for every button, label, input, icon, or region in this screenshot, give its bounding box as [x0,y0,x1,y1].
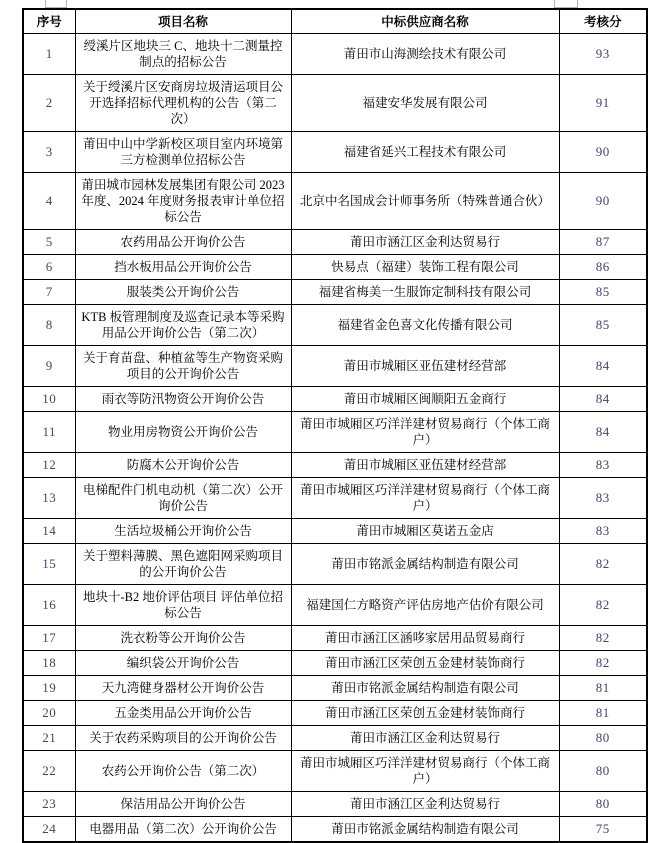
cell-score: 80 [559,726,647,751]
cell-score: 87 [559,230,647,255]
cell-no: 9 [23,346,75,387]
table-row [23,412,647,453]
cell-project: 物业用房物资公开询价公告 [75,412,291,453]
table-row [23,792,647,817]
table-row [23,726,647,751]
cell-score: 90 [559,173,647,230]
table-row [23,173,647,230]
cell-project: 防腐木公开询价公告 [75,453,291,478]
cell-project: 莆田中山中学新校区项目室内环境第三方检测单位招标公告 [75,132,291,173]
cell-no: 6 [23,255,75,280]
cell-supplier: 莆田市涵江区金利达贸易行 [291,792,559,817]
cell-project: 绶溪片区地块三 C、地块十二测量控制点的招标公告 [75,34,291,75]
header-supplier: 中标供应商名称 [291,9,559,34]
cell-score: 85 [559,305,647,346]
cell-supplier: 莆田市涵江区金利达贸易行 [291,726,559,751]
cell-score: 82 [559,585,647,626]
table-handle-right-icon [554,0,578,8]
cell-project: 电器用品（第二次）公开询价公告 [75,817,291,843]
cell-supplier: 福建国仁方略资产评估房地产估价有限公司 [291,585,559,626]
cell-supplier: 莆田市铭派金属结构制造有限公司 [291,676,559,701]
table-row [23,817,647,843]
cell-supplier: 福建省梅美一生服饰定制科技有限公司 [291,280,559,305]
cell-project: 保洁用品公开询价公告 [75,792,291,817]
cell-supplier: 莆田市涵江区荣创五金建材装饰商行 [291,701,559,726]
header-project: 项目名称 [75,9,291,34]
cell-score: 84 [559,346,647,387]
cell-supplier: 北京中名国成会计师事务所（特殊普通合伙） [291,173,559,230]
table-row [23,75,647,132]
cell-score: 81 [559,701,647,726]
cell-supplier: 莆田市涵江区荣创五金建材装饰商行 [291,651,559,676]
cell-no: 17 [23,626,75,651]
cell-no: 19 [23,676,75,701]
cell-no: 12 [23,453,75,478]
cell-project: 农药用品公开询价公告 [75,230,291,255]
cell-score: 84 [559,412,647,453]
cell-supplier: 福建省延兴工程技术有限公司 [291,132,559,173]
cell-supplier: 莆田市铭派金属结构制造有限公司 [291,817,559,843]
cell-score: 83 [559,478,647,519]
cell-no: 18 [23,651,75,676]
cell-project: 五金类用品公开询价公告 [75,701,291,726]
cell-supplier: 莆田市城厢区巧洋洋建材贸易商行（个体工商户） [291,478,559,519]
cell-no: 3 [23,132,75,173]
cell-score: 80 [559,751,647,792]
cell-score: 85 [559,280,647,305]
cell-project: 洗衣粉等公开询价公告 [75,626,291,651]
cell-no: 14 [23,519,75,544]
table-row [23,751,647,792]
cell-supplier: 莆田市涵江区涵哆家居用品贸易商行 [291,626,559,651]
cell-no: 10 [23,387,75,412]
cell-no: 2 [23,75,75,132]
table-row [23,305,647,346]
cell-no: 15 [23,544,75,585]
header-no: 序号 [23,9,75,34]
cell-no: 5 [23,230,75,255]
cell-project: 生活垃圾桶公开询价公告 [75,519,291,544]
cell-score: 81 [559,676,647,701]
cell-supplier: 莆田市铭派金属结构制造有限公司 [291,544,559,585]
cell-score: 82 [559,651,647,676]
cell-no: 24 [23,817,75,843]
table-row [23,346,647,387]
cell-project: 关于育苗盘、种植盆等生产物资采购项目的公开询价公告 [75,346,291,387]
table-row [23,651,647,676]
cell-supplier: 莆田市城厢区亚伍建材经营部 [291,453,559,478]
cell-score: 75 [559,817,647,843]
table-row [23,387,647,412]
cell-score: 82 [559,626,647,651]
table-row [23,701,647,726]
cell-score: 91 [559,75,647,132]
cell-no: 11 [23,412,75,453]
evaluation-score-table [22,8,648,843]
cell-project: 挡水板用品公开询价公告 [75,255,291,280]
cell-no: 8 [23,305,75,346]
header-score: 考核分 [559,9,647,34]
cell-score: 93 [559,34,647,75]
cell-supplier: 莆田市城厢区亚伍建材经营部 [291,346,559,387]
cell-score: 80 [559,792,647,817]
table-row [23,544,647,585]
cell-supplier: 福建省金色喜文化传播有限公司 [291,305,559,346]
cell-supplier: 福建安华发展有限公司 [291,75,559,132]
cell-no: 7 [23,280,75,305]
cell-project: KTB 板管理制度及巡查记录本等采购用品公开询价公告（第二次） [75,305,291,346]
cell-project: 编织袋公开询价公告 [75,651,291,676]
cell-no: 22 [23,751,75,792]
cell-supplier: 莆田市涵江区金利达贸易行 [291,230,559,255]
cell-no: 13 [23,478,75,519]
cell-score: 83 [559,519,647,544]
cell-supplier: 莆田市城厢区莫诺五金店 [291,519,559,544]
cell-supplier: 莆田市山海测绘技术有限公司 [291,34,559,75]
table-row [23,676,647,701]
cell-supplier: 快易点（福建）装饰工程有限公司 [291,255,559,280]
cell-no: 20 [23,701,75,726]
cell-project: 关于塑料薄膜、黑色遮阳网采购项目的公开询价公告 [75,544,291,585]
table-row [23,626,647,651]
cell-score: 84 [559,387,647,412]
table-row [23,280,647,305]
cell-project: 地块十-B2 地价评估项目 评估单位招标公告 [75,585,291,626]
table-row [23,34,647,75]
cell-project: 农药公开询价公告（第二次） [75,751,291,792]
cell-supplier: 莆田市城厢区闽顺阳五金商行 [291,387,559,412]
cell-no: 1 [23,34,75,75]
table-row [23,585,647,626]
table-handle-left-icon [45,0,67,8]
cell-no: 23 [23,792,75,817]
cell-project: 电梯配件门机电动机（第二次）公开询价公告 [75,478,291,519]
cell-project: 天九湾健身器材公开询价公告 [75,676,291,701]
cell-score: 86 [559,255,647,280]
cell-score: 83 [559,453,647,478]
table-header-row [23,9,647,34]
cell-score: 90 [559,132,647,173]
cell-project: 莆田城市园林发展集团有限公司 2023年度、2024 年度财务报表审计单位招标公告 [75,173,291,230]
table-row [23,255,647,280]
cell-no: 21 [23,726,75,751]
table-row [23,478,647,519]
cell-project: 关于绶溪片区安商房垃圾清运项目公开选择招标代理机构的公告（第二次） [75,75,291,132]
table-row [23,453,647,478]
cell-supplier: 莆田市城厢区巧洋洋建材贸易商行（个体工商户） [291,412,559,453]
table-body [23,34,647,843]
cell-project: 雨衣等防汛物资公开询价公告 [75,387,291,412]
table-row [23,230,647,255]
cell-no: 16 [23,585,75,626]
table-row [23,519,647,544]
cell-project: 关于农药采购项目的公开询价公告 [75,726,291,751]
cell-no: 4 [23,173,75,230]
cell-project: 服装类公开询价公告 [75,280,291,305]
cell-supplier: 莆田市城厢区巧洋洋建材贸易商行（个体工商户） [291,751,559,792]
cell-score: 82 [559,544,647,585]
table-row [23,132,647,173]
